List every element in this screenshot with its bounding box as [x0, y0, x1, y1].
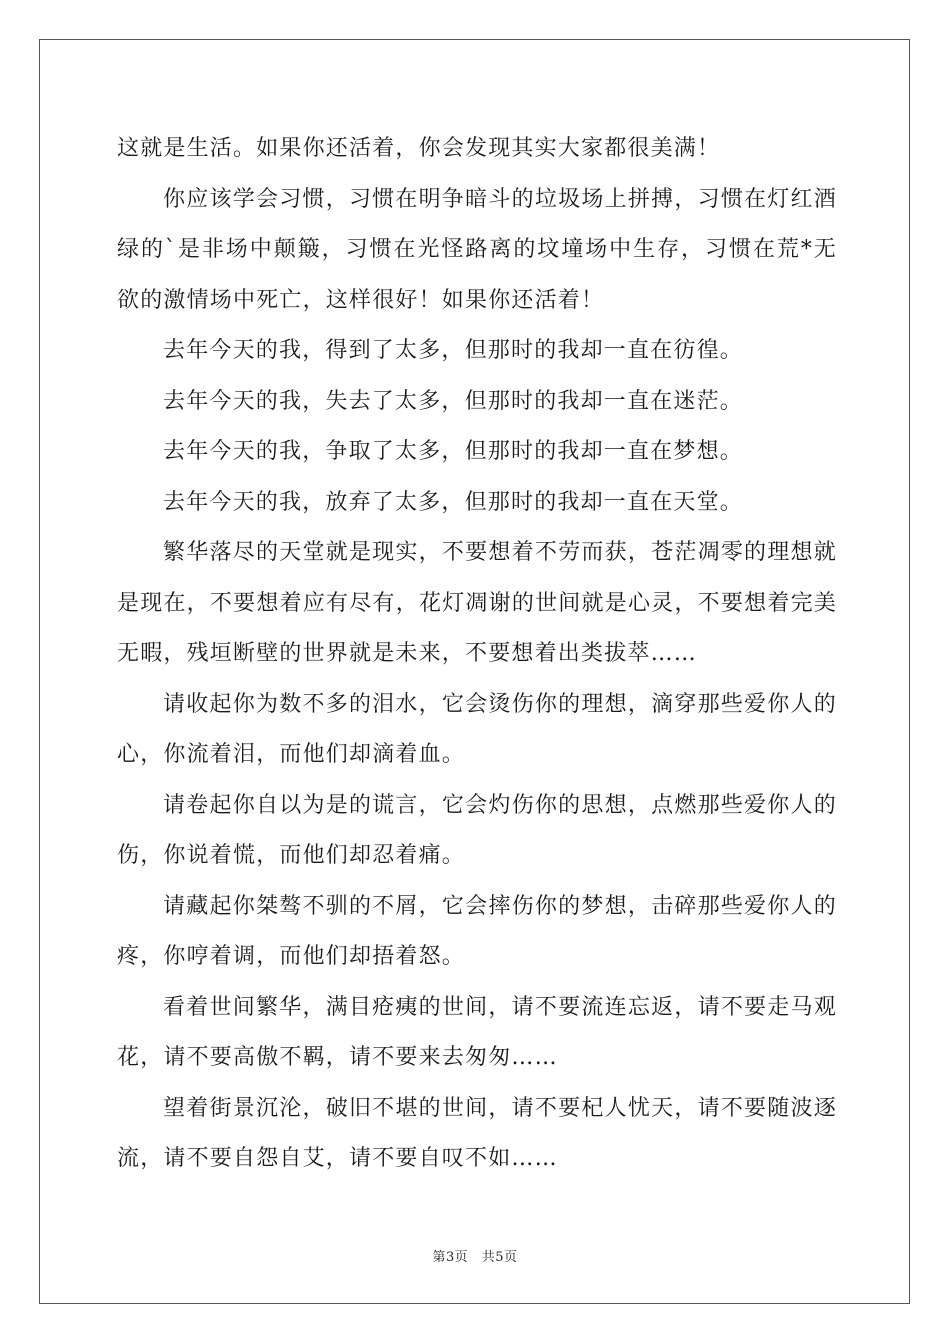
page-number-footer: 第3页 共5页: [432, 1250, 518, 1265]
paragraph-5: 去年今天的我，争取了太多，但那时的我却一直在梦想。: [163, 439, 744, 464]
paragraph-3: 去年今天的我，得到了太多，但那时的我却一直在彷徨。: [163, 338, 744, 363]
document-body: [117, 124, 837, 1185]
paragraph-10: 请藏起你桀骜不驯的不屑，它会摔伤你的梦想，击碎那些爱你人的疼，你哼着调，而他们却捂着怒。: [117, 893, 837, 969]
paragraph-9: 请卷起你自以为是的谎言，它会灼伤你的思想，点燃那些爱你人的伤，你说着慌，而他们却忍着痛。: [117, 792, 837, 868]
paragraph-4: 去年今天的我，失去了太多，但那时的我却一直在迷茫。: [163, 388, 744, 414]
paragraph-2: 你应该学会习惯，习惯在明争暗斗的垃圾场上拼搏，习惯在灯红酒绿的`是非场中颠簸，习惯在光怪路离的坟墥场中生存，习惯在荒*无欲的激情场中死亡，这样很好！如果你还活着！: [117, 186, 837, 313]
paragraph-6: 去年今天的我，放弃了太多，但那时的我却一直在天堂。: [163, 489, 744, 515]
paragraph-12: 望着街景沉沦，破旧不堪的世间，请不要杞人忧天，请不要随波逐流，请不要自怨自艾，请不要自叹不如……: [117, 1095, 837, 1171]
paragraph-7: 繁华落尽的天堂就是现实，不要想着不劳而获，苍茫凋零的理想就是现在，不要想着应有尽有，花灯凋谢的世间就是心灵，不要想着完美无暇，残垣断壁的世界就是未来，不要想着出类拔萃……: [117, 540, 837, 666]
paragraph-11: 看着世间繁华，满目疮痍的世间，请不要流连忘返，请不要走马观花，请不要高傲不羁，请不要来去匆匆……: [117, 994, 837, 1070]
paragraph-1: 这就是生活。如果你还活着，你会发现其实大家都很美满！: [117, 136, 721, 161]
paragraph-8: 请收起你为数不多的泪水，它会烫伤你的理想，滴穿那些爱你人的心，你流着泪，而他们却滴着血。: [117, 691, 837, 767]
